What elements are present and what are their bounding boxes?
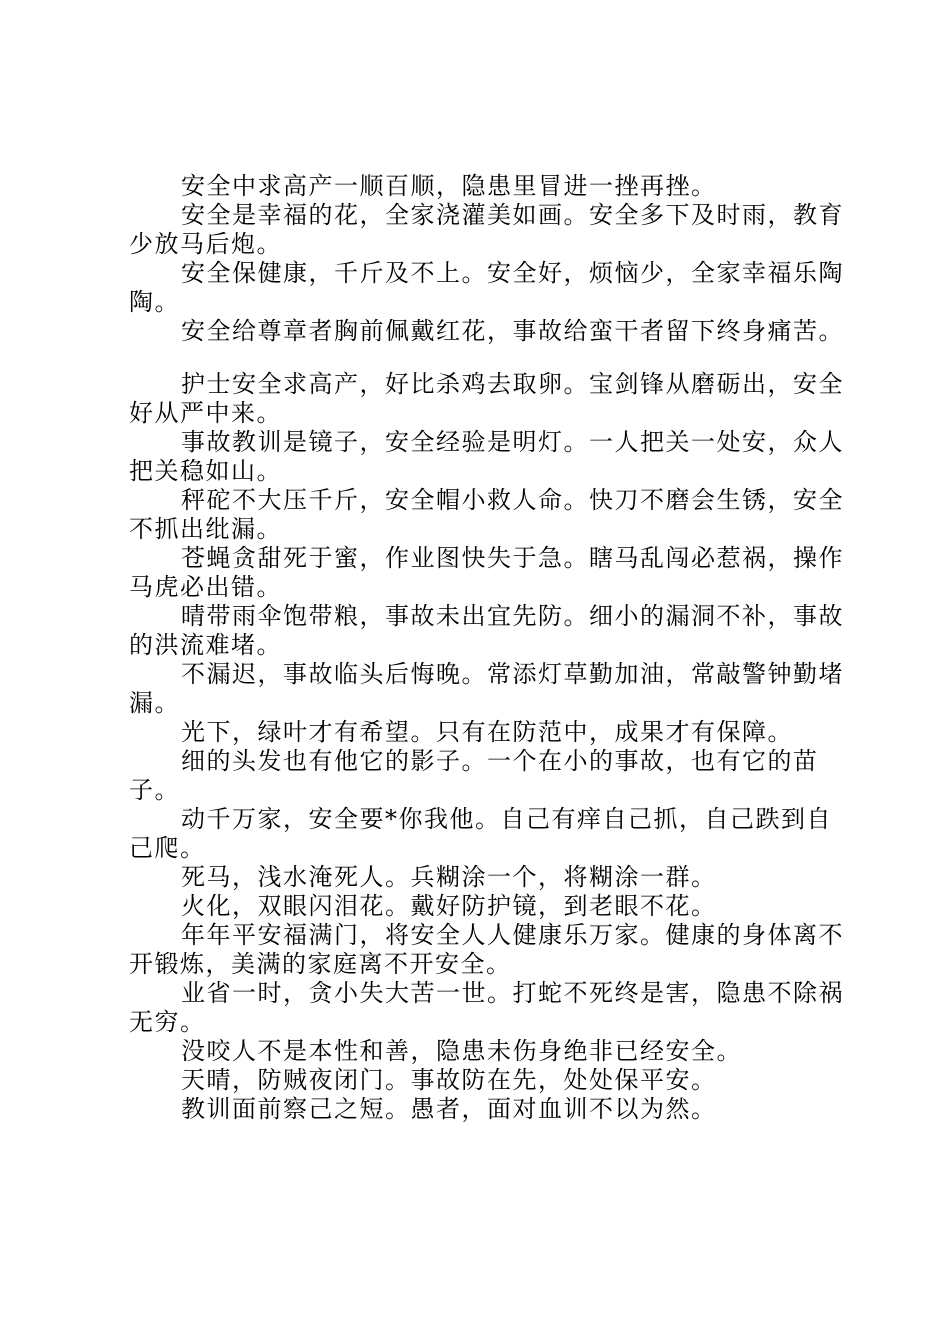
paragraph: 秤砣不大压千斤，安全帽小救人命。快刀不磨会生锈，安全不抓出纰漏。 [129, 486, 844, 543]
paragraph: 年年平安福满门，将安全人人健康乐万家。健康的身体离不开锻炼，美满的家庭离不开安全。 [129, 921, 844, 978]
paragraph: 安全中求高产一顺百顺，隐患里冒进一挫再挫。 [181, 172, 717, 200]
paragraph: 光下，绿叶才有希望。只有在防范中，成果才有保障。 [181, 718, 793, 746]
paragraph: 火化，双眼闪泪花。戴好防护镜，到老眼不花。 [181, 892, 717, 920]
paragraph: 细的头发也有他它的影子。一个在小的事故，也有它的苗子。 [129, 747, 819, 804]
paragraph: 天晴，防贼夜闭门。事故防在先，处处保平安。 [181, 1066, 717, 1094]
paragraph: 业省一时，贪小失大苦一世。打蛇不死终是害，隐患不除祸无穷。 [129, 979, 844, 1036]
blank-line [129, 346, 844, 370]
paragraph: 教训面前察己之短。愚者，面对血训不以为然。 [181, 1095, 717, 1123]
paragraph: 动千万家，安全要*你我他。自己有痒自己抓，自己跌到自己爬。 [129, 805, 832, 862]
paragraph: 死马，浅水淹死人。兵糊涂一个，将糊涂一群。 [181, 863, 717, 891]
paragraph: 安全保健康，千斤及不上。安全好，烦恼少，全家幸福乐陶陶。 [129, 259, 844, 316]
paragraph: 苍蝇贪甜死于蜜，作业图快失于急。瞎马乱闯必惹祸，操作马虎必出错。 [129, 544, 844, 601]
paragraph: 安全给尊章者胸前佩戴红花，事故给蛮干者留下终身痛苦。 [181, 317, 844, 345]
paragraph: 安全是幸福的花，全家浇灌美如画。安全多下及时雨，教育少放马后炮。 [129, 201, 844, 258]
document-body [129, 172, 844, 1124]
paragraph: 不漏迟，事故临头后悔晚。常添灯草勤加油，常敲警钟勤堵漏。 [129, 660, 844, 717]
paragraph: 晴带雨伞饱带粮，事故未出宜先防。细小的漏洞不补，事故的洪流难堵。 [129, 602, 844, 659]
paragraph: 事故教训是镜子，安全经验是明灯。一人把关一处安，众人把关稳如山。 [129, 428, 844, 485]
paragraph: 没咬人不是本性和善，隐患未伤身绝非已经安全。 [181, 1037, 742, 1065]
paragraph: 护士安全求高产，好比杀鸡去取卵。宝剑锋从磨砺出，安全好从严中来。 [129, 370, 844, 427]
